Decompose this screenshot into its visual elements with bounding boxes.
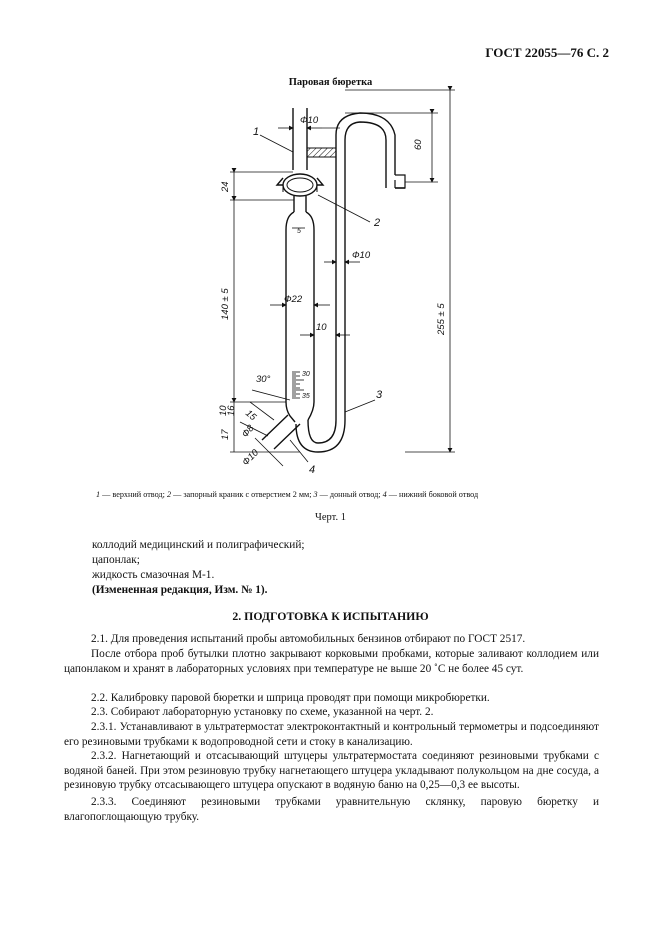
list-line: цапонлак;	[92, 554, 140, 566]
caption-text: — нижний боковой отвод	[386, 490, 479, 499]
callout-1: 1	[253, 126, 260, 138]
list-line: жидкость смазочная М-1.	[92, 569, 215, 581]
paragraph: 2.3.3. Соединяют резиновыми трубками уравнительную склянку, паровую бюретку и влагопоглощающую трубку.	[64, 796, 599, 823]
paragraph: 2.3.2. Нагнетающий и отсасывающий штуцеры ультратермостата соединяют резиновыми трубками с водяной баней. При этом резиновую трубку нагнетающего штуцера укладывают полукольцом на дне сосуда, а резиновую трубку отсасывающего штуцера опускают в водяную баню на 0,25—0,3 ее высоты.	[64, 750, 599, 792]
section-title: 2. ПОДГОТОВКА К ИСПЫТАНИЮ	[232, 609, 429, 623]
dim-d10-top: Ф10	[300, 115, 319, 126]
dim-d22: Ф22	[284, 294, 303, 305]
caption-num: 3	[313, 490, 318, 499]
dim-d15: 15	[243, 407, 259, 424]
page-header-code: ГОСТ 22055—76 С. 2	[485, 45, 609, 60]
callout-2: 2	[374, 217, 381, 229]
dim-d10-bot: Ф10	[240, 447, 261, 469]
dim-h24: 24	[220, 181, 231, 192]
dim-h60: 60	[413, 139, 424, 150]
paragraph: 2.2. Калибровку паровой бюретки и шприца проводят при помощи микробюретки.	[91, 692, 490, 704]
dim-d10-mid: Ф10	[352, 250, 371, 261]
dim-angle: 30°	[256, 374, 271, 385]
dim-h17: 17	[220, 429, 231, 440]
dim-h255: 255 ± 5	[436, 303, 447, 335]
figure-caption	[96, 490, 478, 499]
callout-4: 4	[309, 464, 316, 476]
paragraph: 2.3. Собирают лабораторную установку по схеме, указанной на черт. 2.	[91, 706, 434, 718]
paragraph: 2.1. Для проведения испытаний пробы автомобильных бензинов отбирают по ГОСТ 2517.	[91, 633, 526, 645]
caption-num: 4	[382, 490, 387, 499]
caption-num: 1	[96, 490, 101, 499]
caption-text: — запорный краник с отверстием 2 мм;	[171, 490, 314, 499]
paragraph: 2.3.1. Устанавливают в ультратермостат электроконтактный и контрольный термометры и подсоединяют его резиновыми трубками к водопроводной сети и стоку в канализацию.	[64, 721, 599, 748]
list-line: коллодий медицинский и полиграфический;	[92, 539, 305, 551]
figure-title: Паровая бюретка	[288, 77, 373, 88]
scale-label: 30	[302, 371, 310, 378]
dim-h140: 140 ± 5	[220, 288, 231, 320]
callout-3: 3	[376, 389, 383, 401]
scale-label: 35	[302, 393, 310, 400]
scale-label: 5	[297, 228, 301, 235]
dim-h10: 10	[218, 405, 229, 416]
caption-text: — верхний отвод;	[100, 490, 167, 499]
dim-w10: 10	[316, 322, 327, 333]
amendment-note: (Измененная редакция, Изм. № 1).	[92, 584, 268, 596]
caption-num: 2	[166, 490, 172, 499]
paragraph: После отбора проб бутылки плотно закрывают корковыми пробками, которые заливают коллодием или цапонлаком и хранят в лабораторных условиях при температуре не выше 20 ˚С не более 45 сут.	[64, 648, 599, 675]
figure-label: Черт. 1	[315, 512, 346, 523]
caption-text: — донный отвод;	[317, 490, 383, 499]
dim-h16: 16	[226, 405, 237, 416]
dim-d8: Ф8	[239, 423, 257, 440]
